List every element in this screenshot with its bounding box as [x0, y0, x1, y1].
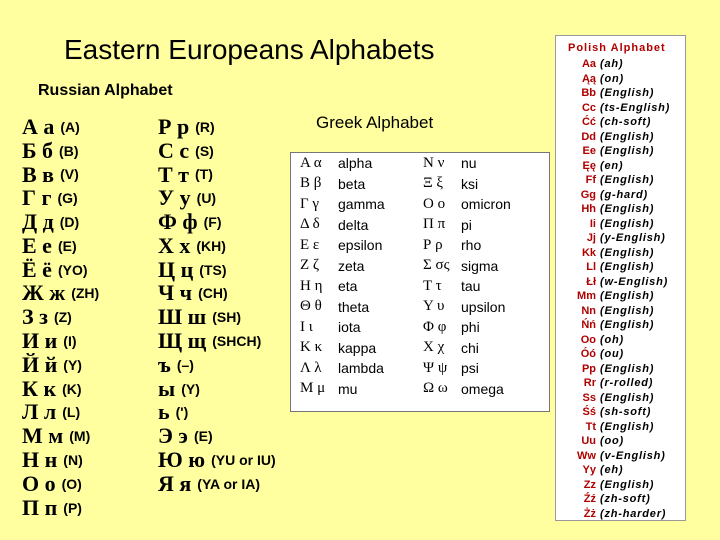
- transliteration: (CH): [198, 285, 228, 302]
- polish-letter-row: [560, 101, 670, 116]
- greek-letter-row: [300, 379, 385, 400]
- russian-letter-row: [22, 163, 99, 187]
- russian-letter-row: [22, 258, 99, 282]
- greek-letter-name: chi: [461, 339, 479, 356]
- cyrillic-letters: И и: [22, 328, 58, 354]
- polish-letters: Rr: [583, 377, 596, 390]
- greek-letter-row: [423, 235, 511, 256]
- transliteration: (R): [195, 118, 215, 135]
- greek-letters: Ε ε: [300, 236, 320, 253]
- polish-letters: Ćć: [581, 116, 596, 129]
- cyrillic-letters: Ж ж: [22, 280, 66, 306]
- polish-letter-row: [560, 304, 670, 319]
- transliteration: (L): [62, 404, 81, 421]
- greek-letter-name: rho: [461, 237, 482, 254]
- greek-letters: Ι ι: [300, 318, 313, 335]
- greek-letter-row: [423, 256, 511, 277]
- polish-letter-row: [560, 463, 670, 478]
- russian-letter-row: [158, 282, 276, 306]
- polish-letters: Zz: [583, 478, 596, 491]
- greek-letters: Χ χ: [423, 339, 445, 356]
- greek-letters: Λ λ: [300, 359, 322, 376]
- cyrillic-letters: Т т: [158, 161, 189, 187]
- cyrillic-letters: З з: [22, 304, 48, 330]
- russian-letter-row: [158, 472, 276, 496]
- polish-letter-row: [560, 231, 670, 246]
- cyrillic-letters: ъ: [158, 351, 171, 377]
- pronunciation: (English): [600, 319, 655, 332]
- pronunciation: (English): [600, 246, 655, 259]
- russian-letter-row: [158, 163, 276, 187]
- transliteration: (SH): [212, 309, 242, 326]
- transliteration: (M): [69, 428, 91, 445]
- cyrillic-letters: К к: [22, 375, 57, 401]
- polish-letters: Gg: [580, 188, 596, 201]
- transliteration: (S): [195, 142, 214, 159]
- polish-letters: Żż: [583, 507, 596, 520]
- polish-letter-row: [560, 173, 670, 188]
- greek-letters: Π π: [423, 216, 446, 233]
- greek-letter-name: alpha: [338, 155, 373, 172]
- polish-letter-row: [560, 217, 670, 232]
- polish-letters: Dd: [581, 130, 596, 143]
- polish-letters: Uu: [581, 435, 596, 448]
- pronunciation: (oo): [600, 435, 624, 448]
- cyrillic-letters: Ё ë: [22, 256, 52, 282]
- greek-letters: Υ υ: [423, 298, 445, 315]
- greek-letter-name: ksi: [461, 175, 479, 192]
- transliteration: (U): [196, 190, 217, 207]
- polish-letters: Ll: [586, 261, 596, 274]
- greek-letter-row: [423, 194, 511, 215]
- polish-letter-row: [560, 507, 670, 522]
- russian-letter-row: [22, 424, 99, 448]
- pronunciation: (r-rolled): [600, 377, 654, 390]
- greek-letters: Φ φ: [423, 318, 447, 335]
- polish-title: Polish Alphabet: [568, 42, 666, 54]
- greek-letters: Ψ ψ: [423, 359, 448, 376]
- greek-letter-name: phi: [461, 319, 480, 336]
- greek-column-left: [300, 153, 385, 399]
- polish-letters: Łł: [586, 275, 596, 288]
- russian-letter-row: [22, 234, 99, 258]
- greek-letter-name: mu: [338, 380, 358, 397]
- greek-letter-row: [300, 235, 385, 256]
- transliteration: (Z): [53, 309, 72, 326]
- greek-letter-row: [300, 317, 385, 338]
- greek-letters: Κ κ: [300, 339, 323, 356]
- russian-letter-row: [22, 282, 99, 306]
- transliteration: (YA or IA): [197, 475, 261, 492]
- greek-letter-row: [300, 194, 385, 215]
- cyrillic-letters: Ц ц: [158, 256, 194, 282]
- greek-letter-row: [300, 276, 385, 297]
- russian-subtitle: Russian Alphabet: [38, 82, 173, 99]
- polish-letter-row: [560, 159, 670, 174]
- polish-letter-row: [560, 362, 670, 377]
- greek-letter-name: theta: [338, 298, 370, 315]
- russian-letter-row: [158, 305, 276, 329]
- pronunciation: (on): [600, 72, 624, 85]
- transliteration: (N): [63, 452, 83, 469]
- greek-letter-row: [423, 153, 511, 174]
- cyrillic-letters: Б б: [22, 137, 54, 163]
- transliteration: (A): [60, 118, 80, 135]
- cyrillic-letters: Я я: [158, 470, 192, 496]
- pronunciation: (English): [600, 174, 655, 187]
- russian-letter-row: [22, 305, 99, 329]
- polish-letter-row: [560, 57, 670, 72]
- pronunciation: (oh): [600, 333, 624, 346]
- greek-letters: Θ θ: [300, 298, 322, 315]
- pronunciation: (sh-soft): [600, 406, 652, 419]
- polish-letter-row: [560, 86, 670, 101]
- greek-letters: Μ μ: [300, 380, 326, 397]
- russian-letter-row: [22, 115, 99, 139]
- transliteration: (TS): [199, 261, 227, 278]
- russian-letter-row: [22, 139, 99, 163]
- polish-letter-row: [560, 202, 670, 217]
- polish-letter-row: [560, 115, 670, 130]
- russian-letter-row: [158, 377, 276, 401]
- greek-letter-name: tau: [461, 278, 481, 295]
- pronunciation: (v-English): [600, 449, 666, 462]
- polish-letters: Ii: [589, 217, 596, 230]
- russian-letter-row: [158, 353, 276, 377]
- greek-letter-row: [300, 358, 385, 379]
- greek-letter-name: psi: [461, 360, 479, 377]
- russian-letter-row: [22, 472, 99, 496]
- polish-letter-row: [560, 420, 670, 435]
- pronunciation: (ch-soft): [600, 116, 652, 129]
- polish-letters: Ąą: [581, 72, 596, 85]
- transliteration: (Y): [63, 356, 82, 373]
- polish-letters: Hh: [581, 203, 596, 216]
- polish-letters: Ff: [585, 174, 596, 187]
- polish-letter-row: [560, 478, 670, 493]
- pronunciation: (English): [600, 391, 655, 404]
- polish-letters: Aa: [581, 58, 596, 71]
- polish-letter-row: [560, 130, 670, 145]
- polish-letters: Oo: [580, 333, 596, 346]
- transliteration: (T): [194, 166, 213, 183]
- greek-letter-row: [300, 338, 385, 359]
- transliteration: (–): [176, 356, 194, 373]
- greek-letter-row: [300, 297, 385, 318]
- greek-letter-row: [423, 338, 511, 359]
- greek-letter-row: [300, 256, 385, 277]
- greek-letter-name: kappa: [338, 339, 377, 356]
- greek-letter-row: [423, 276, 511, 297]
- transliteration: (SHCH): [212, 333, 262, 350]
- pronunciation: (English): [600, 304, 655, 317]
- pronunciation: (zh-harder): [600, 507, 667, 520]
- pronunciation: (en): [600, 159, 624, 172]
- russian-letter-row: [158, 258, 276, 282]
- polish-letters: Ęę: [582, 159, 596, 172]
- transliteration: (KH): [196, 237, 226, 254]
- greek-letter-name: delta: [338, 216, 369, 233]
- greek-letter-row: [423, 358, 511, 379]
- pronunciation: (English): [600, 420, 655, 433]
- polish-letters: Jj: [586, 232, 596, 245]
- polish-letter-row: [560, 144, 670, 159]
- transliteration: (G): [57, 190, 78, 207]
- polish-letter-row: [560, 492, 670, 507]
- pronunciation: (ou): [600, 348, 624, 361]
- greek-letter-name: beta: [338, 175, 366, 192]
- polish-letters: Yy: [582, 464, 596, 477]
- polish-letters: Cc: [581, 101, 596, 114]
- pronunciation: (English): [600, 203, 655, 216]
- polish-list: [560, 57, 670, 521]
- transliteration: (F): [203, 214, 222, 231]
- polish-letter-row: [560, 434, 670, 449]
- transliteration: (E): [193, 428, 213, 445]
- russian-letter-row: [158, 234, 276, 258]
- cyrillic-letters: Г г: [22, 185, 52, 211]
- greek-letters: Τ τ: [423, 277, 442, 294]
- pronunciation: (English): [600, 87, 655, 100]
- russian-letter-row: [158, 424, 276, 448]
- cyrillic-letters: Л л: [22, 399, 57, 425]
- pronunciation: (ah): [600, 58, 624, 71]
- greek-letters: Γ γ: [300, 195, 320, 212]
- cyrillic-letters: ы: [158, 375, 176, 401]
- greek-letter-name: gamma: [338, 196, 385, 213]
- russian-column-left: [22, 115, 99, 520]
- polish-letter-row: [560, 333, 670, 348]
- transliteration: (ZH): [71, 285, 100, 302]
- greek-letters: Ν ν: [423, 154, 445, 171]
- greek-letter-row: [423, 215, 511, 236]
- greek-letter-row: [423, 174, 511, 195]
- pronunciation: (English): [600, 217, 655, 230]
- cyrillic-letters: Ф ф: [158, 209, 198, 235]
- russian-letter-row: [22, 401, 99, 425]
- greek-letter-row: [423, 297, 511, 318]
- cyrillic-letters: Щ щ: [158, 328, 207, 354]
- greek-column-right: [423, 153, 511, 399]
- greek-letter-name: nu: [461, 155, 477, 172]
- cyrillic-letters: ь: [158, 399, 170, 425]
- greek-subtitle: Greek Alphabet: [316, 113, 434, 132]
- russian-column-right: [158, 115, 276, 496]
- greek-letter-name: iota: [338, 319, 361, 336]
- pronunciation: (ts-English): [600, 101, 671, 114]
- cyrillic-letters: Ю ю: [158, 447, 206, 473]
- russian-letter-row: [22, 448, 99, 472]
- greek-letter-row: [423, 317, 511, 338]
- polish-letter-row: [560, 260, 670, 275]
- russian-letter-row: [158, 210, 276, 234]
- polish-letters: Mm: [577, 290, 596, 303]
- polish-letters: Bb: [581, 87, 596, 100]
- greek-letter-row: [300, 215, 385, 236]
- greek-letters: Σ σς: [423, 257, 450, 274]
- polish-letter-row: [560, 289, 670, 304]
- greek-letter-row: [300, 153, 385, 174]
- greek-letter-name: sigma: [461, 257, 499, 274]
- greek-letter-name: omicron: [461, 196, 511, 213]
- cyrillic-letters: М м: [22, 423, 64, 449]
- polish-letter-row: [560, 188, 670, 203]
- cyrillic-letters: Е е: [22, 232, 52, 258]
- pronunciation: (y-English): [600, 232, 666, 245]
- cyrillic-letters: А а: [22, 113, 55, 139]
- russian-letter-row: [22, 353, 99, 377]
- polish-letters: Śś: [582, 406, 596, 419]
- pronunciation: (w-English): [600, 275, 669, 288]
- pronunciation: (English): [600, 261, 655, 274]
- transliteration: (D): [59, 214, 80, 231]
- pronunciation: (English): [600, 145, 655, 158]
- greek-letters: Β β: [300, 175, 322, 192]
- cyrillic-letters: Н н: [22, 447, 58, 473]
- transliteration: (E): [57, 237, 77, 254]
- page-title: Eastern Europeans Alphabets: [64, 34, 435, 65]
- greek-letter-name: epsilon: [338, 237, 383, 254]
- polish-letter-row: [560, 347, 670, 362]
- polish-letter-row: [560, 318, 670, 333]
- transliteration: (YO): [57, 261, 88, 278]
- pronunciation: (English): [600, 130, 655, 143]
- russian-letter-row: [158, 329, 276, 353]
- polish-letters: Pp: [581, 362, 596, 375]
- greek-letter-name: pi: [461, 216, 472, 233]
- cyrillic-letters: Р р: [158, 113, 190, 139]
- polish-letter-row: [560, 405, 670, 420]
- cyrillic-letters: У у: [158, 185, 191, 211]
- pronunciation: (zh-soft): [600, 493, 651, 506]
- greek-letters: Ρ ρ: [423, 236, 443, 253]
- polish-letter-row: [560, 449, 670, 464]
- cyrillic-letters: Э э: [158, 423, 188, 449]
- polish-letters: Ee: [582, 145, 596, 158]
- polish-letters: Kk: [581, 246, 596, 259]
- transliteration: (Y): [181, 380, 200, 397]
- transliteration: (YU or IU): [211, 452, 276, 469]
- transliteration: (K): [62, 380, 82, 397]
- polish-letters: Óó: [580, 348, 596, 361]
- russian-letter-row: [158, 139, 276, 163]
- transliteration: (V): [60, 166, 79, 183]
- cyrillic-letters: О о: [22, 470, 56, 496]
- polish-letters: Ww: [577, 449, 596, 462]
- greek-letters: Ο ο: [423, 195, 446, 212]
- greek-letter-row: [300, 174, 385, 195]
- greek-letter-name: eta: [338, 278, 358, 295]
- greek-letter-name: upsilon: [461, 298, 506, 315]
- polish-letters: Ss: [582, 391, 596, 404]
- greek-letters: Η η: [300, 277, 323, 294]
- greek-letters: Ζ ζ: [300, 257, 320, 274]
- greek-letters: Ω ω: [423, 380, 448, 397]
- pronunciation: (eh): [600, 464, 624, 477]
- cyrillic-letters: Ш ш: [158, 304, 207, 330]
- russian-letter-row: [22, 210, 99, 234]
- cyrillic-letters: В в: [22, 161, 55, 187]
- polish-letters: Źź: [583, 493, 596, 506]
- pronunciation: (English): [600, 362, 655, 375]
- greek-letter-name: lambda: [338, 360, 384, 377]
- greek-letters: Δ δ: [300, 216, 320, 233]
- greek-table: [290, 152, 550, 412]
- greek-letters: Α α: [300, 154, 322, 171]
- cyrillic-letters: Ч ч: [158, 280, 193, 306]
- cyrillic-letters: П п: [22, 494, 58, 520]
- russian-letter-row: [22, 496, 99, 520]
- transliteration: (I): [63, 333, 77, 350]
- polish-letter-row: [560, 275, 670, 290]
- russian-letter-row: [158, 186, 276, 210]
- cyrillic-letters: Х х: [158, 232, 191, 258]
- polish-letters: Ńń: [581, 319, 596, 332]
- polish-letter-row: [560, 391, 670, 406]
- polish-letter-row: [560, 376, 670, 391]
- polish-letters: Tt: [585, 420, 596, 433]
- russian-letter-row: [158, 401, 276, 425]
- pronunciation: (English): [600, 290, 655, 303]
- russian-letter-row: [158, 448, 276, 472]
- cyrillic-letters: С с: [158, 137, 190, 163]
- cyrillic-letters: Й й: [22, 351, 58, 377]
- greek-letter-row: [423, 379, 511, 400]
- transliteration: (P): [63, 499, 82, 516]
- russian-letter-row: [22, 186, 99, 210]
- polish-letter-row: [560, 246, 670, 261]
- greek-letters: Ξ ξ: [423, 175, 444, 192]
- transliteration: (O): [61, 475, 82, 492]
- russian-letter-row: [22, 377, 99, 401]
- greek-letter-name: zeta: [338, 257, 365, 274]
- pronunciation: (English): [600, 478, 655, 491]
- polish-letters: Nn: [581, 304, 596, 317]
- polish-letter-row: [560, 72, 670, 87]
- transliteration: ('): [175, 404, 189, 421]
- greek-letter-name: omega: [461, 380, 504, 397]
- transliteration: (B): [59, 142, 79, 159]
- russian-letter-row: [22, 329, 99, 353]
- cyrillic-letters: Д д: [22, 209, 54, 235]
- pronunciation: (g-hard): [600, 188, 648, 201]
- russian-letter-row: [158, 115, 276, 139]
